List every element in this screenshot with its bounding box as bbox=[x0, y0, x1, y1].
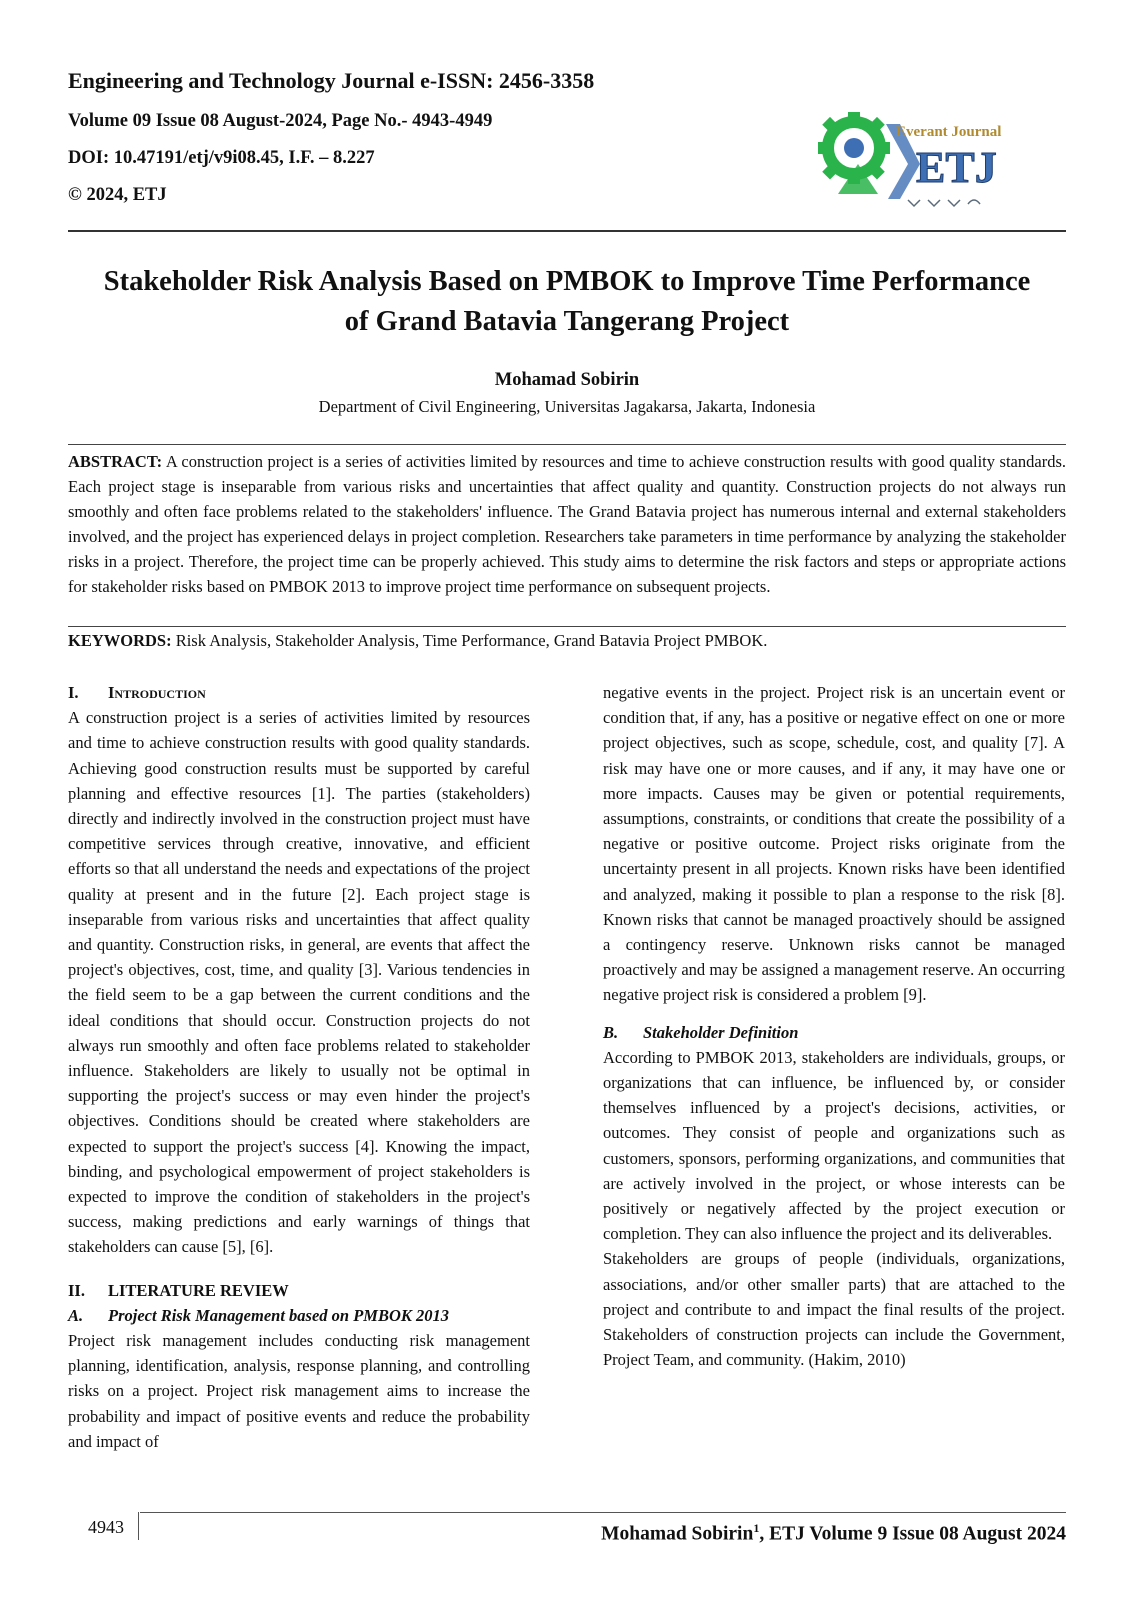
author-affiliation: Department of Civil Engineering, Universitas Jagakarsa, Jakarta, Indonesia bbox=[318, 397, 816, 416]
section-title: LITERATURE REVIEW bbox=[108, 1280, 289, 1300]
keywords bbox=[68, 629, 1066, 653]
doi-info: DOI: 10.47191/etj/v9i08.45, I.F. – 8.227 bbox=[68, 148, 375, 168]
author-name: Mohamad Sobirin bbox=[494, 370, 640, 390]
section-heading-literature-review bbox=[68, 1278, 530, 1303]
header-rule bbox=[68, 230, 1066, 232]
subsection-heading-stakeholder-definition bbox=[603, 1020, 1065, 1045]
journal-name: Engineering and Technology Journal e-ISSN: 2456-3358 bbox=[68, 68, 595, 93]
journal-header bbox=[68, 66, 688, 207]
page-number: 4943 bbox=[88, 1517, 124, 1537]
subsection-number: A. bbox=[68, 1305, 84, 1325]
keywords-text: Risk Analysis, Stakeholder Analysis, Time Performance, Grand Batavia Project PMBOK. bbox=[175, 631, 768, 650]
right-column bbox=[603, 680, 1065, 1372]
copyright: © 2024, ETJ bbox=[68, 185, 167, 205]
abstract bbox=[68, 449, 1066, 599]
subsection-title: Stakeholder Definition bbox=[643, 1022, 799, 1042]
abstract-label: ABSTRACT: bbox=[68, 452, 163, 471]
risk-management-paragraph-start: Project risk management includes conducting risk management planning, identification, analysis, response planning, and controlling risks on a project. Project risk management aims to increase the probability and impact of positive events and reduce the probability and impact of bbox=[68, 1331, 530, 1451]
left-column bbox=[68, 680, 530, 1454]
footer-author: Mohamad Sobirin bbox=[601, 1523, 754, 1545]
footer-author-sup: 1 bbox=[753, 1521, 760, 1535]
etj-logo-graphic bbox=[808, 104, 1018, 214]
risk-management-paragraph-cont: negative events in the project. Project risk is an uncertain event or condition that, if any, has a positive or negative effect on one or more project objectives, such as scope, schedule, cost, and quality [7]. A risk may have one or more causes, and if any, it may have one or more impacts. Causes may be given or potential requirements, assumptions, constraints, or conditions that create the possibility of a negative or positive outcome. Project risks originate from the uncertainty present in all projects. Known risks have been identified and analyzed, making it possible to plan a response to the risk [8]. Known risks that cannot be managed proactively should be assigned a contingency reserve. Unknown risks cannot be managed proactively and may be assigned a management reserve. An occurring negative project risk is considered a problem [9]. bbox=[603, 683, 1065, 1005]
subsection-title: Project Risk Management based on PMBOK 2013 bbox=[108, 1305, 450, 1325]
title-line-2: of Grand Batavia Tangerang Project bbox=[344, 306, 790, 337]
title-line-1: Stakeholder Risk Analysis Based on PMBOK to Improve Time Performance bbox=[103, 266, 1031, 297]
stakeholder-paragraph-1: According to PMBOK 2013, stakeholders are individuals, groups, or organizations that can influence, be influenced by, or consider themselves influenced by a project's decisions, activities, or outcomes. They consist of people and organizations such as customers, sponsors, performing organizations, and communities that are actively involved in the project, or whose interests can be positively or negatively affected by the project execution or completion. They can also influence the project and its deliverables. bbox=[603, 1047, 1065, 1244]
section-title: Introduction bbox=[108, 683, 206, 702]
paper-title bbox=[68, 262, 1066, 342]
section-number: I. bbox=[68, 683, 79, 702]
footer-divider bbox=[138, 1512, 139, 1540]
logo-tagline: Everant Journal bbox=[896, 124, 1002, 140]
abstract-bottom-rule bbox=[68, 626, 1066, 627]
volume-info: Volume 09 Issue 08 August-2024, Page No.- 4943-4949 bbox=[68, 111, 493, 131]
logo-brand: ETJ bbox=[916, 143, 997, 192]
introduction-paragraph: A construction project is a series of activities limited by resources and time to achieve construction results with good quality standards. Achieving good construction results must be supported by careful planning and effective resources [1]. The parties (stakeholders) directly and indirectly involved in the construction project must have competitive services through creative, innovative, and efficient efforts so that all understand the needs and expectations of the project quality at present and in the future [2]. Each project stage is inseparable from various risks and uncertainties that affect quality and quantity. Construction risks, in general, are events that affect the project's objectives, cost, time, and quality [3]. Various tendencies in the field seem to be a gap between the current conditions and the ideal conditions that should occur. Construction projects do not always run smoothly and often face problems related to stakeholder influence. Stakeholders are likely to usually not be optimal in supporting the project's success or may even hinder the project's objectives. Conditions should be created where stakeholders are expected to support the project's success [4]. Knowing the impact, binding, and psychological empowerment of project stakeholders is expected to improve the condition of stakeholders in the project's success, making predictions and early warnings of things that stakeholders can cause [5], [6]. bbox=[68, 708, 530, 1257]
keywords-label: KEYWORDS: bbox=[68, 631, 172, 650]
etj-logo bbox=[808, 104, 1018, 214]
footer-rule bbox=[140, 1512, 1066, 1513]
subsection-number: B. bbox=[603, 1022, 619, 1042]
stakeholder-paragraph-2: Stakeholders are groups of people (individuals, organizations, associations, and/or other smaller parts) that are attached to the project and contribute to and impact the final results of the project. Stakeholders of construction projects can include the Government, Project Team, and community. (Hakim, 2010) bbox=[603, 1249, 1065, 1370]
subsection-heading-risk-management bbox=[68, 1303, 530, 1328]
section-number: II. bbox=[68, 1280, 85, 1300]
abstract-top-rule bbox=[68, 444, 1066, 445]
footer-journal: , ETJ Volume 9 Issue 08 August 2024 bbox=[759, 1523, 1066, 1545]
footer-citation bbox=[601, 1516, 1066, 1547]
section-heading-introduction bbox=[68, 680, 530, 705]
abstract-text: A construction project is a series of activities limited by resources and time to achieve construction results with good quality standards. Each project stage is inseparable from various risks and uncertainties that affect quality and quantity. Construction projects do not always run smoothly and often face problems related to the stakeholders' influence. The Grand Batavia project has numerous internal and external stakeholders involved, and the project has experienced delays in project completion. Researchers take parameters in time performance by analyzing the stakeholder risks in a project. Therefore, the project time can be properly achieved. This study aims to determine the risk factors and steps or appropriate actions for stakeholder risks based on PMBOK 2013 to improve project time performance on subsequent projects. bbox=[68, 452, 1066, 596]
